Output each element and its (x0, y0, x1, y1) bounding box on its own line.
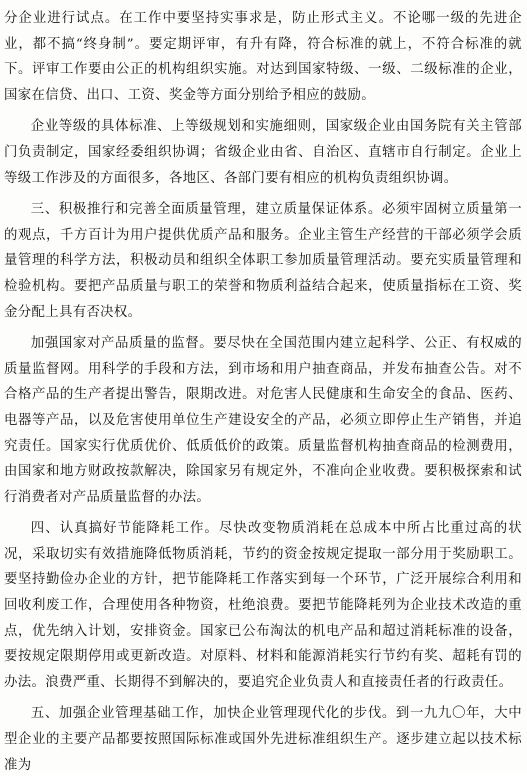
paragraph-section-five-management-basics: 五、加强企业管理基础工作，加快企业管理现代化的步伐。到一九九〇年，大中型企业的主要产品都要按照国际标准或国外先进标准组织生产。逐步建立起以技术标准为 (4, 706, 522, 773)
paragraph-enterprise-grade-standards: 企业等级的具体标准、上等级规划和实施细则，国家级企业由国务院有关主管部门负责制定，国家经委组织协调；省级企业由省、自治区、直辖市自行制定。企业上等级工作涉及的方面很多，各地区、各部门要有相应的机构负责组织协调。 (4, 119, 522, 186)
document-body (4, 6, 522, 778)
paragraph-quality-supervision: 加强国家对产品质量的监督。要尽快在全国范围内建立起科学、公正、有权威的质量监督网。用科学的手段和方法，到市场和用户抽查商品，并发布抽查公告。对不合格产品的生产者提出警告，限期改进。对危害人民健康和生命安全的食品、医药、电器等产品，以及危害使用单位生产建设安全的产品，必须立即停止生产销售，并追究责任。国家实行优质优价、低质低价的政策。质量监督机构抽查商品的检测费用，由国家和地方财政按款解决，除国家另有规定外，不准向企业收费。要积极探索和试行消费者对产品质量监督的办法。 (4, 336, 522, 505)
paragraph-section-three-quality-management: 三、积极推行和完善全面质量管理，建立质量保证体系。必须牢固树立质量第一的观点，千方百计为用户提供优质产品和服务。企业主管生产经营的干部必须学会质量管理的科学方法，积极动员和组织全体职工参加质量管理活动。要充实质量管理和检验机构。要把产品质量与职工的荣誉和物质利益结合起来，使质量指标在工资、奖金分配上具有否决权。 (4, 202, 522, 320)
paragraph-section-four-energy-saving: 四、认真搞好节能降耗工作。尽快改变物质消耗在总成本中所占比重过高的状况，采取切实有效措施降低物质消耗，节约的资金按规定提取一部分用于奖励职工。要坚持勤俭办企业的方针，把节能降耗工作落实到每一个环节，广泛开展综合利用和回收利废工作，合理使用各种物资，杜绝浪费。要把节能降耗列为企业技术改造的重点，优先纳入计划，安排资金。国家已公布淘汰的机电产品和超过消耗标准的设备，要按规定限期停用或更新改造。对原料、材料和能源消耗实行节约有奖、超耗有罚的办法。浪费严重、长期得不到解决的，要追究企业负责人和直接责任者的行政责任。 (4, 521, 522, 690)
paragraph-continuation: 分企业进行试点。在工作中要坚持实事求是，防止形式主义。不论哪一级的先进企业，都不搞“终身制”。要定期评审，有升有降，符合标准的就上，不符合标准的就下。评审工作要由公正的机构组织实施。对达到国家特级、一级、二级标准的企业，国家在信贷、出口、工资、奖金等方面分别给予相应的鼓励。 (4, 11, 522, 103)
